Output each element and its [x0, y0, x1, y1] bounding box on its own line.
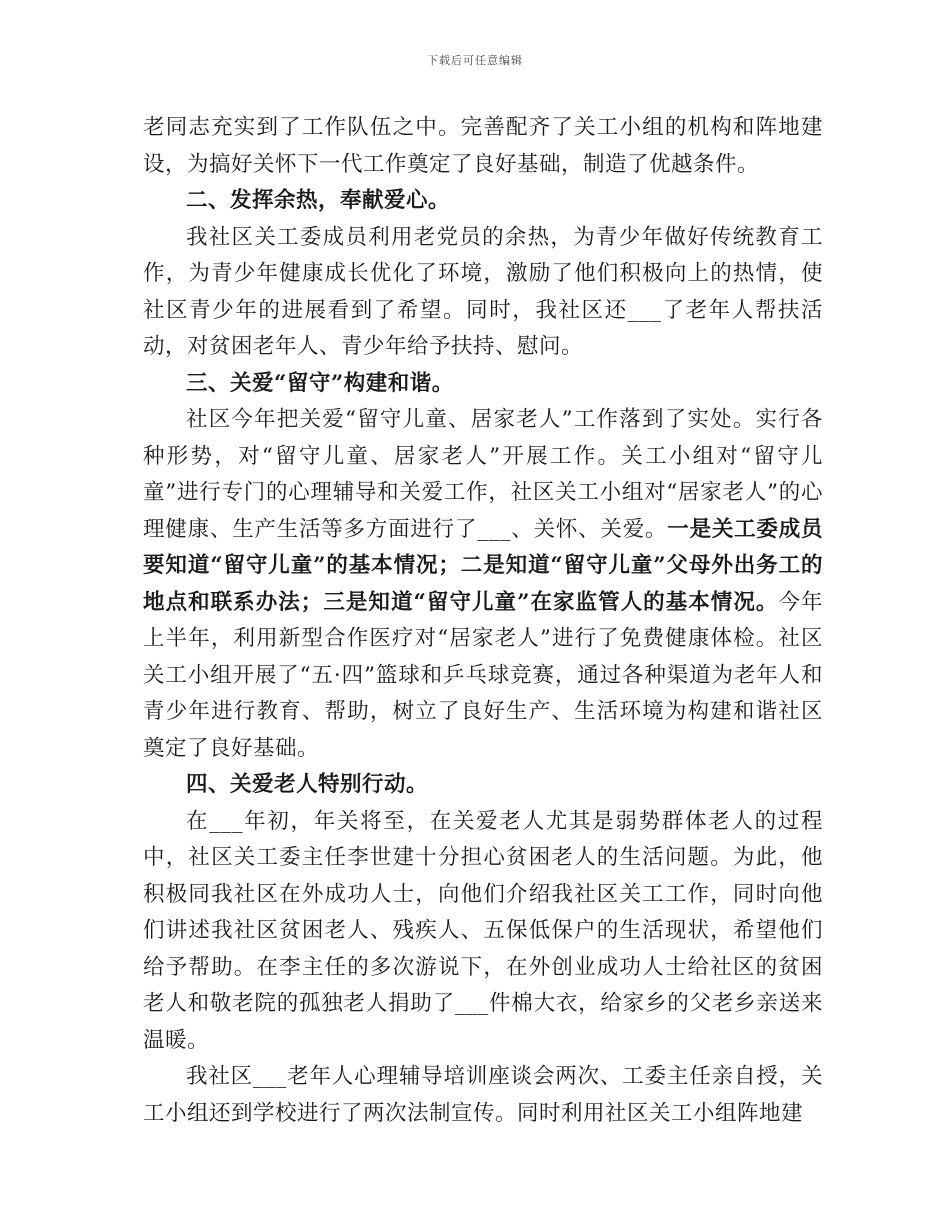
document-body — [143, 110, 823, 1132]
paragraph-section-3-outro: 今年上半年，利用新型合作医疗对“居家老人”进行了免费健康体检。社区关工小组开展了“五·四”篮球和乒乓球竞赛，通过各种渠道为老年人和青少年进行教育、帮助，树立了良好生产、生活环境为构建和谐社区奠定了良好基础。 — [143, 589, 823, 761]
section-heading-4: 四、关爱老人特别行动。 — [186, 772, 429, 797]
section-heading-2: 二、发挥余热，奉献爱心。 — [186, 188, 451, 213]
section-heading-3: 三、关爱“留守”构建和谐。 — [186, 370, 454, 396]
paragraph-section-3-intro: 社区今年把关爱“留守儿童、居家老人”工作落到了实处。实行各种形势，对“留守儿童、居家老人”开展工作。关工小组对“留守儿童”进行专门的心理辅导和关爱工作，社区关工小组对“居家老人”的心理健康、生产生活等多方面进行了___、关怀、关爱。 — [143, 407, 823, 542]
paragraph-section-2: 我社区关工委成员利用老党员的余热，为青少年做好传统教育工作，为青少年健康成长优化了环境，激励了他们积极向上的热情，使社区青少年的进展看到了希望。同时，我社区还___了老年人帮扶活动，对贫困老年人、青少年给予扶持、慰问。 — [143, 224, 823, 359]
paragraph-section-3-bold: 一是关工委成员要知道“留守儿童”的基本情况；二是知道“留守儿童”父母外出务工的地点和联系办法；三是知道“留守儿童”在家监管人的基本情况。 — [143, 516, 823, 615]
page-header: 下载后可任意编辑 — [427, 54, 523, 67]
paragraph-continuation: 老同志充实到了工作队伍之中。完善配齐了关工小组的机构和阵地建设，为搞好关怀下一代工作奠定了良好基础，制造了优越条件。 — [143, 115, 823, 177]
paragraph-section-5: 我社区___老年人心理辅导培训座谈会两次、工委主任亲自授，关工小组还到学校进行了两次法制宣传。同时利用社区关工小组阵地建 — [143, 1064, 823, 1126]
paragraph-section-4: 在___年初，年关将至，在关爱老人尤其是弱势群体老人的过程中，社区关工委主任李世建十分担心贫困老人的生活问题。为此，他积极同我社区在外成功人士，向他们介绍我社区关工工作，同时向他们讲述我社区贫困老人、残疾人、五保低保户的生活现状，希望他们给予帮助。在李主任的多次游说下，在外创业成功人士给社区的贫困老人和敬老院的孤独老人捐助了___件棉大衣，给家乡的父老乡亲送来温暖。 — [143, 808, 823, 1053]
paragraph-section-3 — [143, 402, 823, 767]
